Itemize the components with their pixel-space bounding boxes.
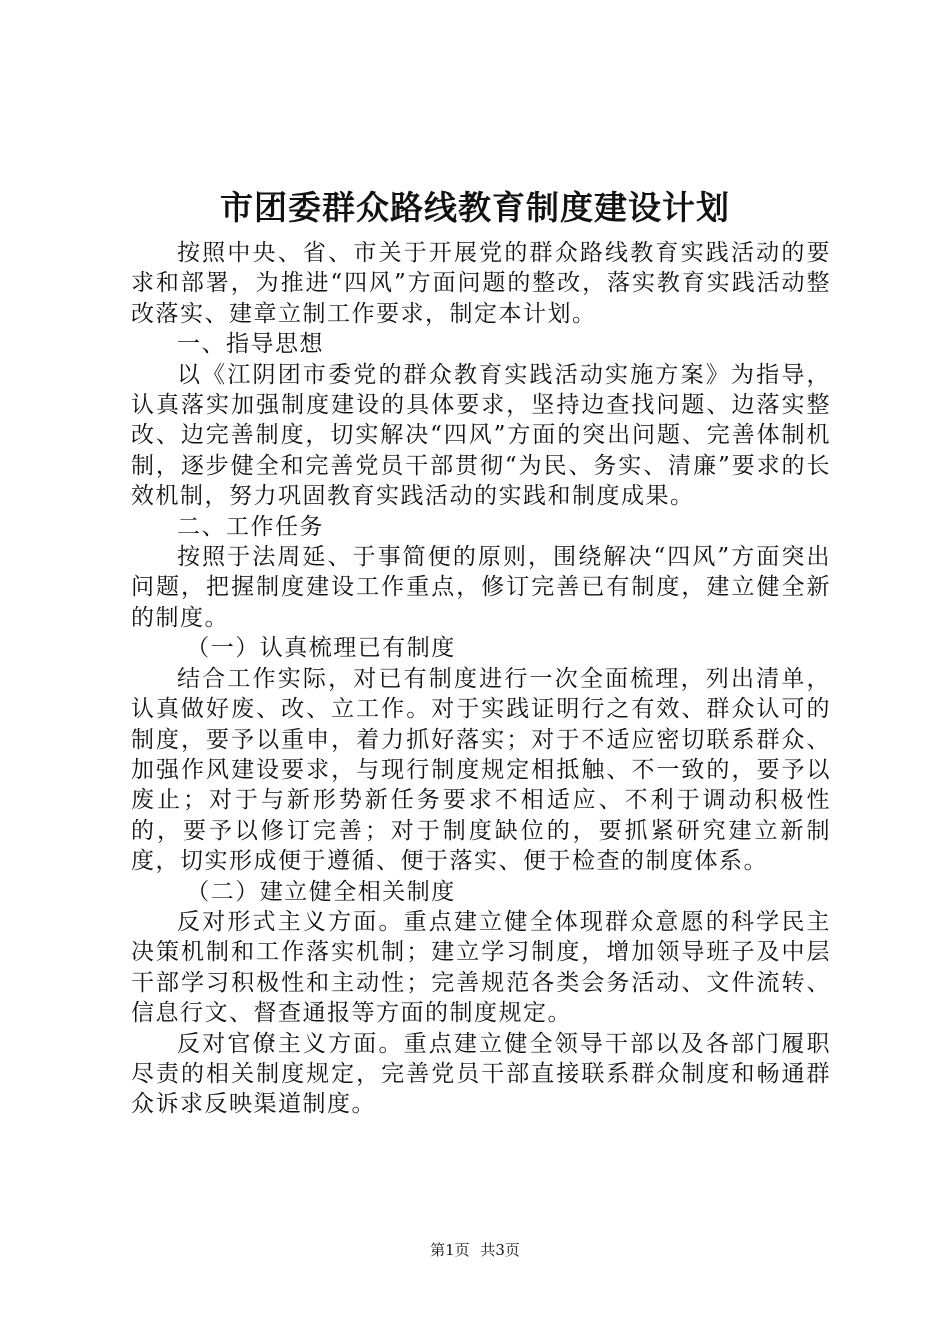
review-existing-paragraph: 结合工作实际，对已有制度进行一次全面梳理，列出清单，认真做好废、改、立工作。对于实践证明行之有效、群众认可的制度，要予以重申，着力抓好落实；对于不适应密切联系群众、加强作风建设要求，与现行制度规定相抵触、不一致的，要予以废止；对于与新形势新任务要求不相适应、不利于调动积极性的，要予以修订完善；对于制度缺位的，要抓紧研究建立新制度，切实形成便于遵循、便于落实、便于检查的制度体系。 — [131, 665, 831, 875]
section-heading-guiding-thought: 一、指导思想 — [177, 331, 324, 358]
intro-paragraph: 按照中央、省、市关于开展党的群众路线教育实践活动的要求和部署，为推进“四风”方面问题的整改，落实教育实践活动整改落实、建章立制工作要求，制定本计划。 — [131, 240, 831, 327]
section-heading-work-tasks: 二、工作任务 — [177, 513, 324, 540]
document-body — [131, 238, 831, 1120]
subsection-heading-establish-systems: （二）建立健全相关制度 — [186, 878, 456, 905]
anti-bureaucratism-paragraph: 反对官僚主义方面。重点建立健全领导干部以及各部门履职尽责的相关制度规定，完善党员干部直接联系群众制度和畅通群众诉求反映渠道制度。 — [131, 1030, 831, 1118]
subsection-heading-review-existing: （一）认真梳理已有制度 — [186, 635, 456, 662]
work-tasks-paragraph: 按照于法周延、于事简便的原则，围绕解决“四风”方面突出问题，把握制度建设工作重点，修订完善已有制度，建立健全新的制度。 — [131, 544, 831, 631]
document-title: 市团委群众路线教育制度建设计划 — [220, 188, 730, 227]
page-number-footer: 第1页 共3页 — [430, 1241, 520, 1259]
guiding-thought-paragraph: 以《江阴团市委党的群众教育实践活动实施方案》为指导，认真落实加强制度建设的具体要求，坚持边查找问题、边落实整改、边完善制度，切实解决“四风”方面的突出问题、完善体制机制，逐步健全和完善党员干部贯彻“为民、务实、清廉”要求的长效机制，努力巩固教育实践活动的实践和制度成果。 — [131, 361, 831, 510]
anti-formalism-paragraph: 反对形式主义方面。重点建立健全体现群众意愿的科学民主决策机制和工作落实机制；建立学习制度，增加领导班子及中层干部学习积极性和主动性；完善规范各类会务活动、文件流转、信息行文、督查通报等方面的制度规定。 — [131, 908, 831, 1027]
